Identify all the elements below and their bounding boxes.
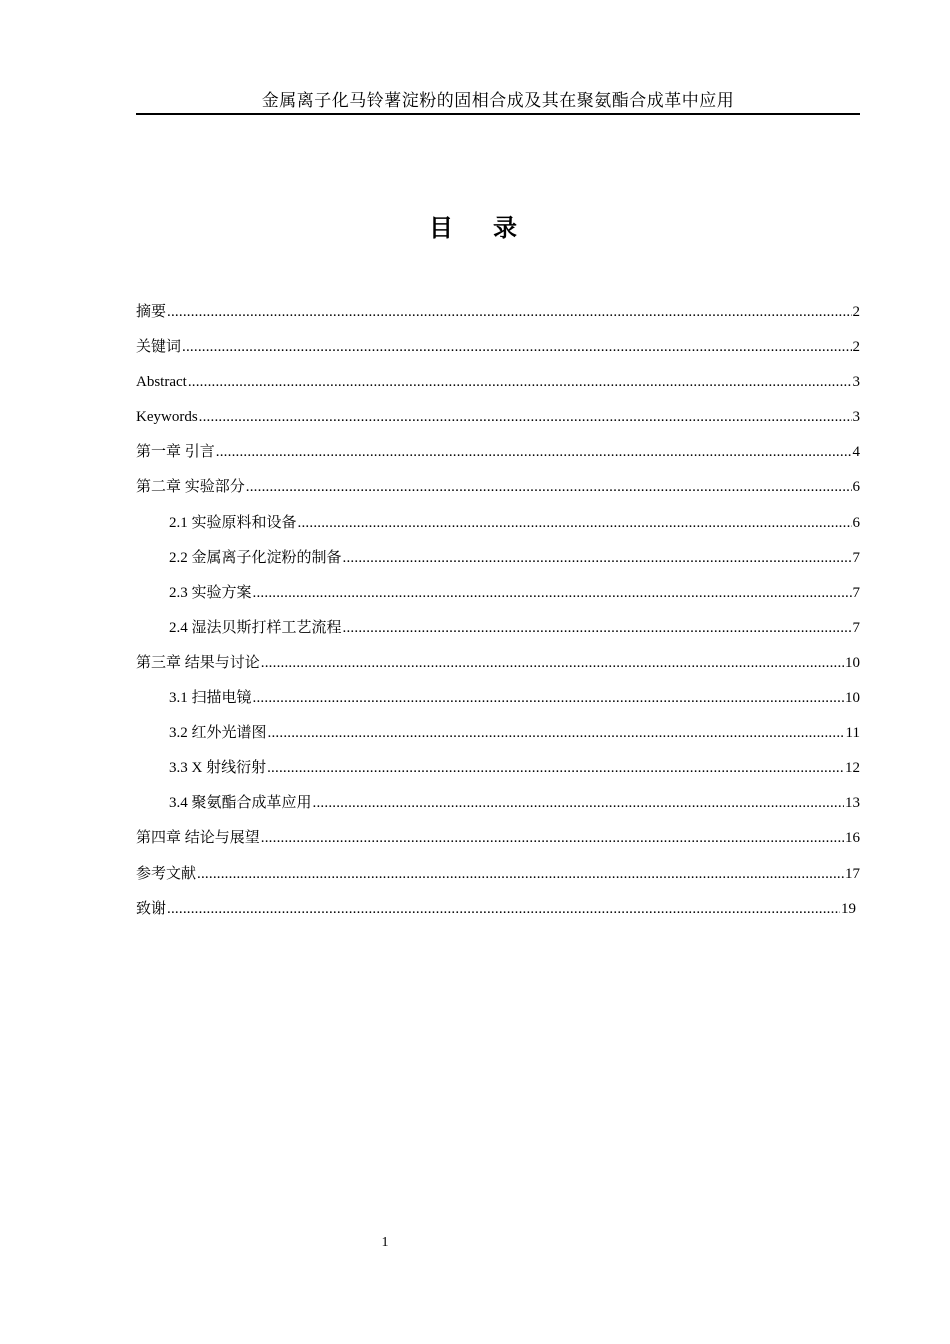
toc-entry[interactable] [136,721,860,756]
toc-entry[interactable] [136,756,860,791]
toc-entry-page: 11 [845,725,860,742]
toc-entry-label: Abstract [136,374,187,391]
toc-entry[interactable] [136,440,860,475]
page-number: 1 [381,1235,389,1250]
toc-entry-page: 6 [852,479,860,496]
toc-entry-page: 7 [852,584,860,601]
toc-entry-label: 3.2 红外光谱图 [169,725,267,742]
toc-dot-leader [253,581,852,605]
toc-entry[interactable] [136,616,860,651]
toc-entry[interactable] [136,546,860,581]
toc-entry-label: 3.1 扫描电镜 [169,690,252,707]
toc-entry-label: 3.3 X 射线衍射 [169,760,267,777]
toc-dot-leader [216,440,852,464]
running-header-title: 金属离子化马铃薯淀粉的固相合成及其在聚氨酯合成革中应用 [261,91,735,110]
toc-entry-page: 13 [845,795,860,812]
toc-entry-label: 第四章 结论与展望 [136,830,260,847]
toc-dot-leader [298,511,852,535]
toc-entry-page: 10 [845,690,860,707]
toc-entry[interactable] [136,862,860,897]
toc-entry-page: 2 [852,304,860,320]
toc-entry[interactable] [136,651,860,686]
toc-dot-leader [197,862,844,886]
toc-entry-page: 4 [852,444,860,461]
toc-entry-page: 7 [852,549,860,566]
toc-dot-leader [343,616,852,640]
toc-entry-label: 摘要 [136,304,167,320]
toc-dot-leader [188,370,852,394]
toc-entry-label: 2.2 金属离子化淀粉的制备 [169,549,342,566]
toc-entry-page: 2 [852,339,860,356]
toc-entry[interactable] [136,686,860,721]
toc-dot-leader [253,686,844,710]
toc-dot-leader [267,756,844,780]
toc-entry[interactable] [136,581,860,616]
toc-entry[interactable] [136,475,860,510]
toc-dot-leader [268,721,845,745]
toc-dot-leader [167,300,851,324]
toc-entry-label: Keywords [136,409,198,426]
toc-entry-label: 第一章 引言 [136,444,215,461]
toc-entry-label: 2.4 湿法贝斯打样工艺流程 [169,619,342,636]
toc-dot-leader [261,826,844,850]
toc-dot-leader [261,651,844,675]
toc-entry-label: 第二章 实验部分 [136,479,245,496]
toc-entry[interactable] [136,826,860,861]
toc-entry-page: 3 [852,409,860,426]
toc-list [136,300,860,932]
toc-dot-leader [167,897,840,921]
toc-entry[interactable] [136,897,856,932]
toc-entry-label: 关键词 [136,339,182,356]
toc-entry-label: 致谢 [136,900,167,917]
toc-entry-page: 19 [841,900,856,917]
toc-entry-page: 7 [852,619,860,636]
toc-entry-label: 2.3 实验方案 [169,584,252,601]
toc-dot-leader [182,335,851,359]
toc-entry-label: 第三章 结果与讨论 [136,654,260,671]
toc-entry[interactable] [136,335,860,370]
toc-entry-page: 17 [845,865,860,882]
toc-entry-label: 3.4 聚氨酯合成革应用 [169,795,312,812]
toc-entry-page: 6 [852,514,860,531]
toc-entry-label: 2.1 实验原料和设备 [169,514,297,531]
toc-entry[interactable] [136,511,860,546]
toc-title: 目录 [429,214,557,242]
toc-dot-leader [343,546,852,570]
toc-entry[interactable] [136,370,860,405]
toc-dot-leader [246,475,852,499]
toc-entry[interactable] [136,791,860,826]
toc-entry[interactable] [136,405,860,440]
toc-entry-label: 参考文献 [136,865,197,882]
header-rule [136,113,860,115]
toc-entry-page: 12 [845,760,860,777]
toc-dot-leader [199,405,852,429]
toc-entry-page: 3 [852,374,860,391]
toc-entry-page: 10 [845,654,860,671]
toc-dot-leader [313,791,844,815]
toc-entry[interactable] [136,300,860,335]
toc-entry-page: 16 [845,830,860,847]
